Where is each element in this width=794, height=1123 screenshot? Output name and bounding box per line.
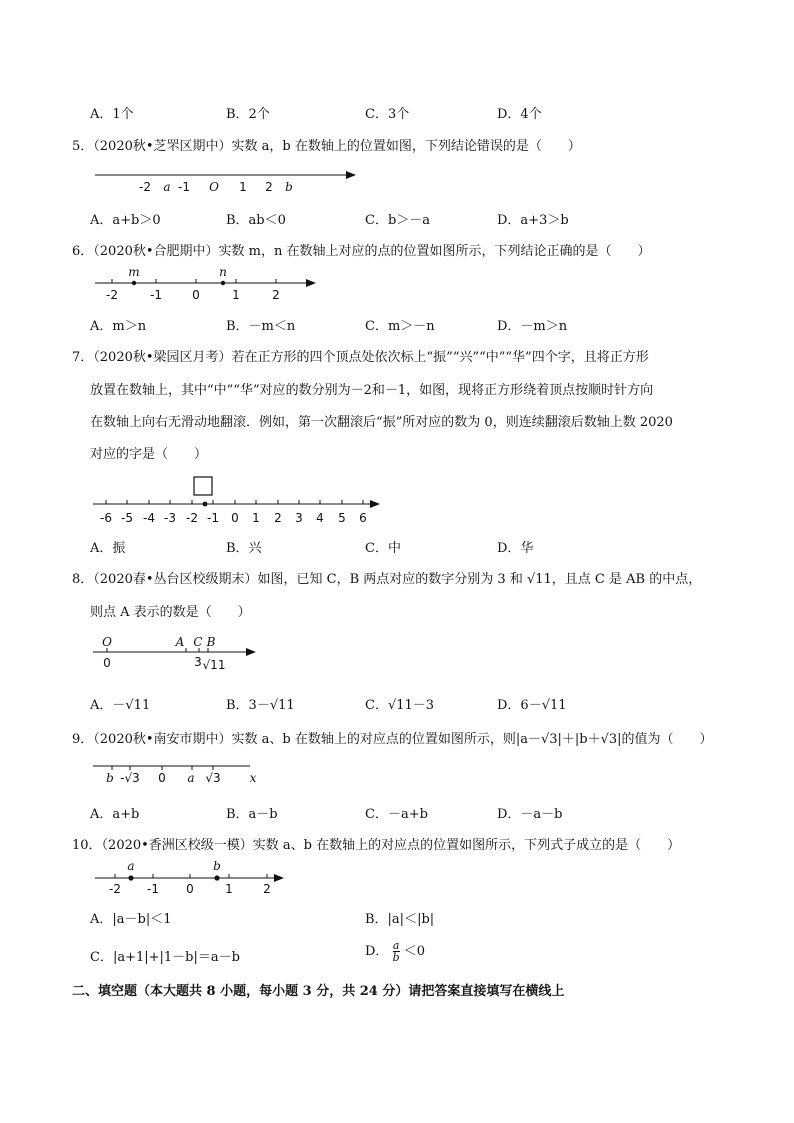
q9-number-line bbox=[90, 756, 270, 788]
q9-label-neg-sqrt3: -√3 bbox=[120, 771, 140, 785]
q6-point-n bbox=[221, 281, 225, 285]
q9-stem: 9．（2020秋•南安市期中）实数 a、b 在数轴上的对应点的位置如图所示，则|a－√3|＋|b＋√3|的值为（ ） bbox=[72, 732, 713, 747]
q10-point-a bbox=[128, 875, 133, 880]
q7-tick: 2 bbox=[274, 511, 282, 525]
q6-option-a: A．m＞n bbox=[90, 319, 147, 334]
q7-tick: -5 bbox=[121, 511, 133, 525]
q5-label-b: b bbox=[285, 180, 293, 194]
q7-tick: 3 bbox=[295, 511, 303, 525]
q5-label-neg1: -1 bbox=[178, 180, 190, 194]
q7-stem-line-2: 放置在数轴上，其中“中”“华”对应的数分别为－2和－1，如图，现将正方形绕着顶点按顺时针方向 bbox=[90, 383, 654, 398]
q5-option-b: B．ab＜0 bbox=[226, 213, 286, 228]
q7-stem-line-3: 在数轴上向右无滑动地翻滚．例如，第一次翻滚后“振”所对应的数为 0，则连续翻滚后数轴上数 2020 bbox=[90, 415, 673, 430]
q9-option-b: B．a－b bbox=[226, 807, 278, 822]
q8-label-a: A bbox=[175, 635, 185, 649]
q6-tick-0: 0 bbox=[192, 288, 200, 302]
q6-label-n: n bbox=[219, 265, 227, 279]
q9-label-x: x bbox=[249, 771, 257, 785]
q7-tick: 6 bbox=[359, 511, 367, 525]
q8-option-b: B．3－√11 bbox=[226, 698, 295, 713]
q6-tick-neg2: -2 bbox=[106, 288, 118, 302]
q5-label-a: a bbox=[163, 180, 171, 194]
q7-square bbox=[194, 477, 212, 495]
q6-number-line bbox=[90, 265, 322, 305]
q7-tick: 4 bbox=[316, 511, 324, 525]
q10-point-b bbox=[214, 875, 219, 880]
q4-option-c: C．3个 bbox=[365, 107, 410, 122]
q6-option-c: C．m＞－n bbox=[365, 319, 435, 334]
q10-option-b: B．|a|＜|b| bbox=[365, 912, 435, 927]
q8-option-d: D．6－√11 bbox=[497, 698, 567, 713]
q5-label-neg2: -2 bbox=[139, 180, 151, 194]
q10-option-c: C．|a+1|+|1－b|＝a－b bbox=[90, 950, 240, 965]
q7-tick: -6 bbox=[100, 511, 112, 525]
q6-tick-neg1: -1 bbox=[150, 288, 162, 302]
q7-tick: -2 bbox=[186, 511, 198, 525]
q10-option-d-numerator: a bbox=[392, 939, 400, 952]
q10-tick-0: 0 bbox=[186, 882, 194, 896]
q10-option-a: A．|a－b|＜1 bbox=[90, 912, 172, 927]
q6-option-b: B．－m＜n bbox=[226, 319, 296, 334]
q6-option-d: D．－m＞n bbox=[497, 319, 568, 334]
q10-label-a: a bbox=[127, 859, 135, 873]
q6-stem: 6．（2020秋•合肥期中）实数 m，n 在数轴上对应的点的位置如图所示，下列结论正确的是（ ） bbox=[72, 244, 651, 259]
q9-label-sqrt3: √3 bbox=[205, 771, 221, 785]
q5-stem: 5．（2020秋•芝罘区期中）实数 a，b 在数轴上的位置如图，下列结论错误的是（ ） bbox=[72, 139, 581, 154]
q4-option-a: A．1个 bbox=[90, 107, 134, 122]
q9-option-d: D．－a－b bbox=[497, 807, 563, 822]
q7-tick: 5 bbox=[338, 511, 346, 525]
q9-label-b: b bbox=[106, 771, 114, 785]
q10-tick-neg2: -2 bbox=[109, 882, 121, 896]
q7-option-d: D．华 bbox=[497, 541, 534, 556]
q10-option-d-letter: D． bbox=[365, 944, 389, 959]
q8-label-o: O bbox=[102, 635, 112, 649]
q6-point-m bbox=[132, 281, 136, 285]
q4-option-b: B．2个 bbox=[226, 107, 270, 122]
q10-tick-2: 2 bbox=[263, 882, 271, 896]
q7-tick: 1 bbox=[252, 511, 260, 525]
q7-tick: -3 bbox=[164, 511, 176, 525]
section-2-heading: 二、填空题（本大题共 8 小题，每小题 3 分，共 24 分）请把答案直接填写在横线上 bbox=[72, 984, 565, 999]
q10-option-d-denominator: b bbox=[392, 951, 400, 964]
q7-point bbox=[203, 502, 208, 507]
q7-stem-line-1: 7．（2020秋•梁园区月考）若在正方形的四个顶点处依次标上“振”“兴”“中”“华”四个字，且将正方形 bbox=[72, 350, 649, 365]
q6-tick-1: 1 bbox=[232, 288, 240, 302]
q10-option-d bbox=[365, 940, 425, 963]
q5-option-d: D．a+3＞b bbox=[497, 213, 569, 228]
q5-label-origin: O bbox=[209, 180, 219, 194]
q10-option-d-tail: ＜0 bbox=[403, 944, 426, 959]
q10-option-d-fraction bbox=[393, 940, 400, 963]
q7-option-a: A．振 bbox=[90, 541, 126, 556]
q7-option-c: C．中 bbox=[365, 541, 401, 556]
q9-label-a: a bbox=[187, 771, 195, 785]
q9-option-c: C．－a+b bbox=[365, 807, 428, 822]
q5-option-c: C．b＞－a bbox=[365, 213, 431, 228]
q8-tick-0: 0 bbox=[103, 656, 111, 670]
q5-number-line bbox=[90, 166, 360, 196]
q7-number-line bbox=[90, 472, 390, 528]
q8-tick-sqrt11: √11 bbox=[202, 658, 226, 672]
q8-label-c: C bbox=[193, 635, 203, 649]
q5-label-1: 1 bbox=[239, 180, 247, 194]
q8-stem-line-2: 则点 A 表示的数是（ ） bbox=[90, 605, 251, 620]
q8-label-b: B bbox=[206, 635, 216, 649]
q8-number-line bbox=[90, 630, 262, 676]
q10-number-line bbox=[90, 858, 290, 898]
q6-label-m: m bbox=[128, 265, 140, 279]
q5-label-2: 2 bbox=[265, 180, 273, 194]
q10-tick-1: 1 bbox=[225, 882, 233, 896]
q8-tick-3: 3 bbox=[194, 655, 202, 669]
q8-option-a: A．－√11 bbox=[90, 698, 151, 713]
q7-stem-line-4: 对应的字是（ ） bbox=[90, 447, 208, 462]
q10-stem: 10．（2020•香洲区校级一模）实数 a、b 在数轴上的对应点的位置如图所示，下列式子成立的是（ ） bbox=[72, 838, 681, 853]
q8-option-c: C．√11－3 bbox=[365, 698, 435, 713]
q7-tick: -4 bbox=[143, 511, 155, 525]
q9-label-0: 0 bbox=[158, 771, 166, 785]
q5-option-a: A．a+b＞0 bbox=[90, 213, 161, 228]
q6-tick-2: 2 bbox=[272, 288, 280, 302]
q10-label-b: b bbox=[213, 859, 221, 873]
q7-tick: 0 bbox=[231, 511, 239, 525]
q7-tick: -1 bbox=[207, 511, 219, 525]
q7-option-b: B．兴 bbox=[226, 541, 262, 556]
q9-option-a: A．a+b bbox=[90, 807, 140, 822]
q8-stem-line-1: 8．（2020春•丛台区校级期末）如图，已知 C，B 两点对应的数字分别为 3 和 √11，且点 C 是 AB 的中点， bbox=[72, 572, 702, 587]
q10-tick-neg1: -1 bbox=[147, 882, 159, 896]
q4-option-d: D．4个 bbox=[497, 107, 542, 122]
